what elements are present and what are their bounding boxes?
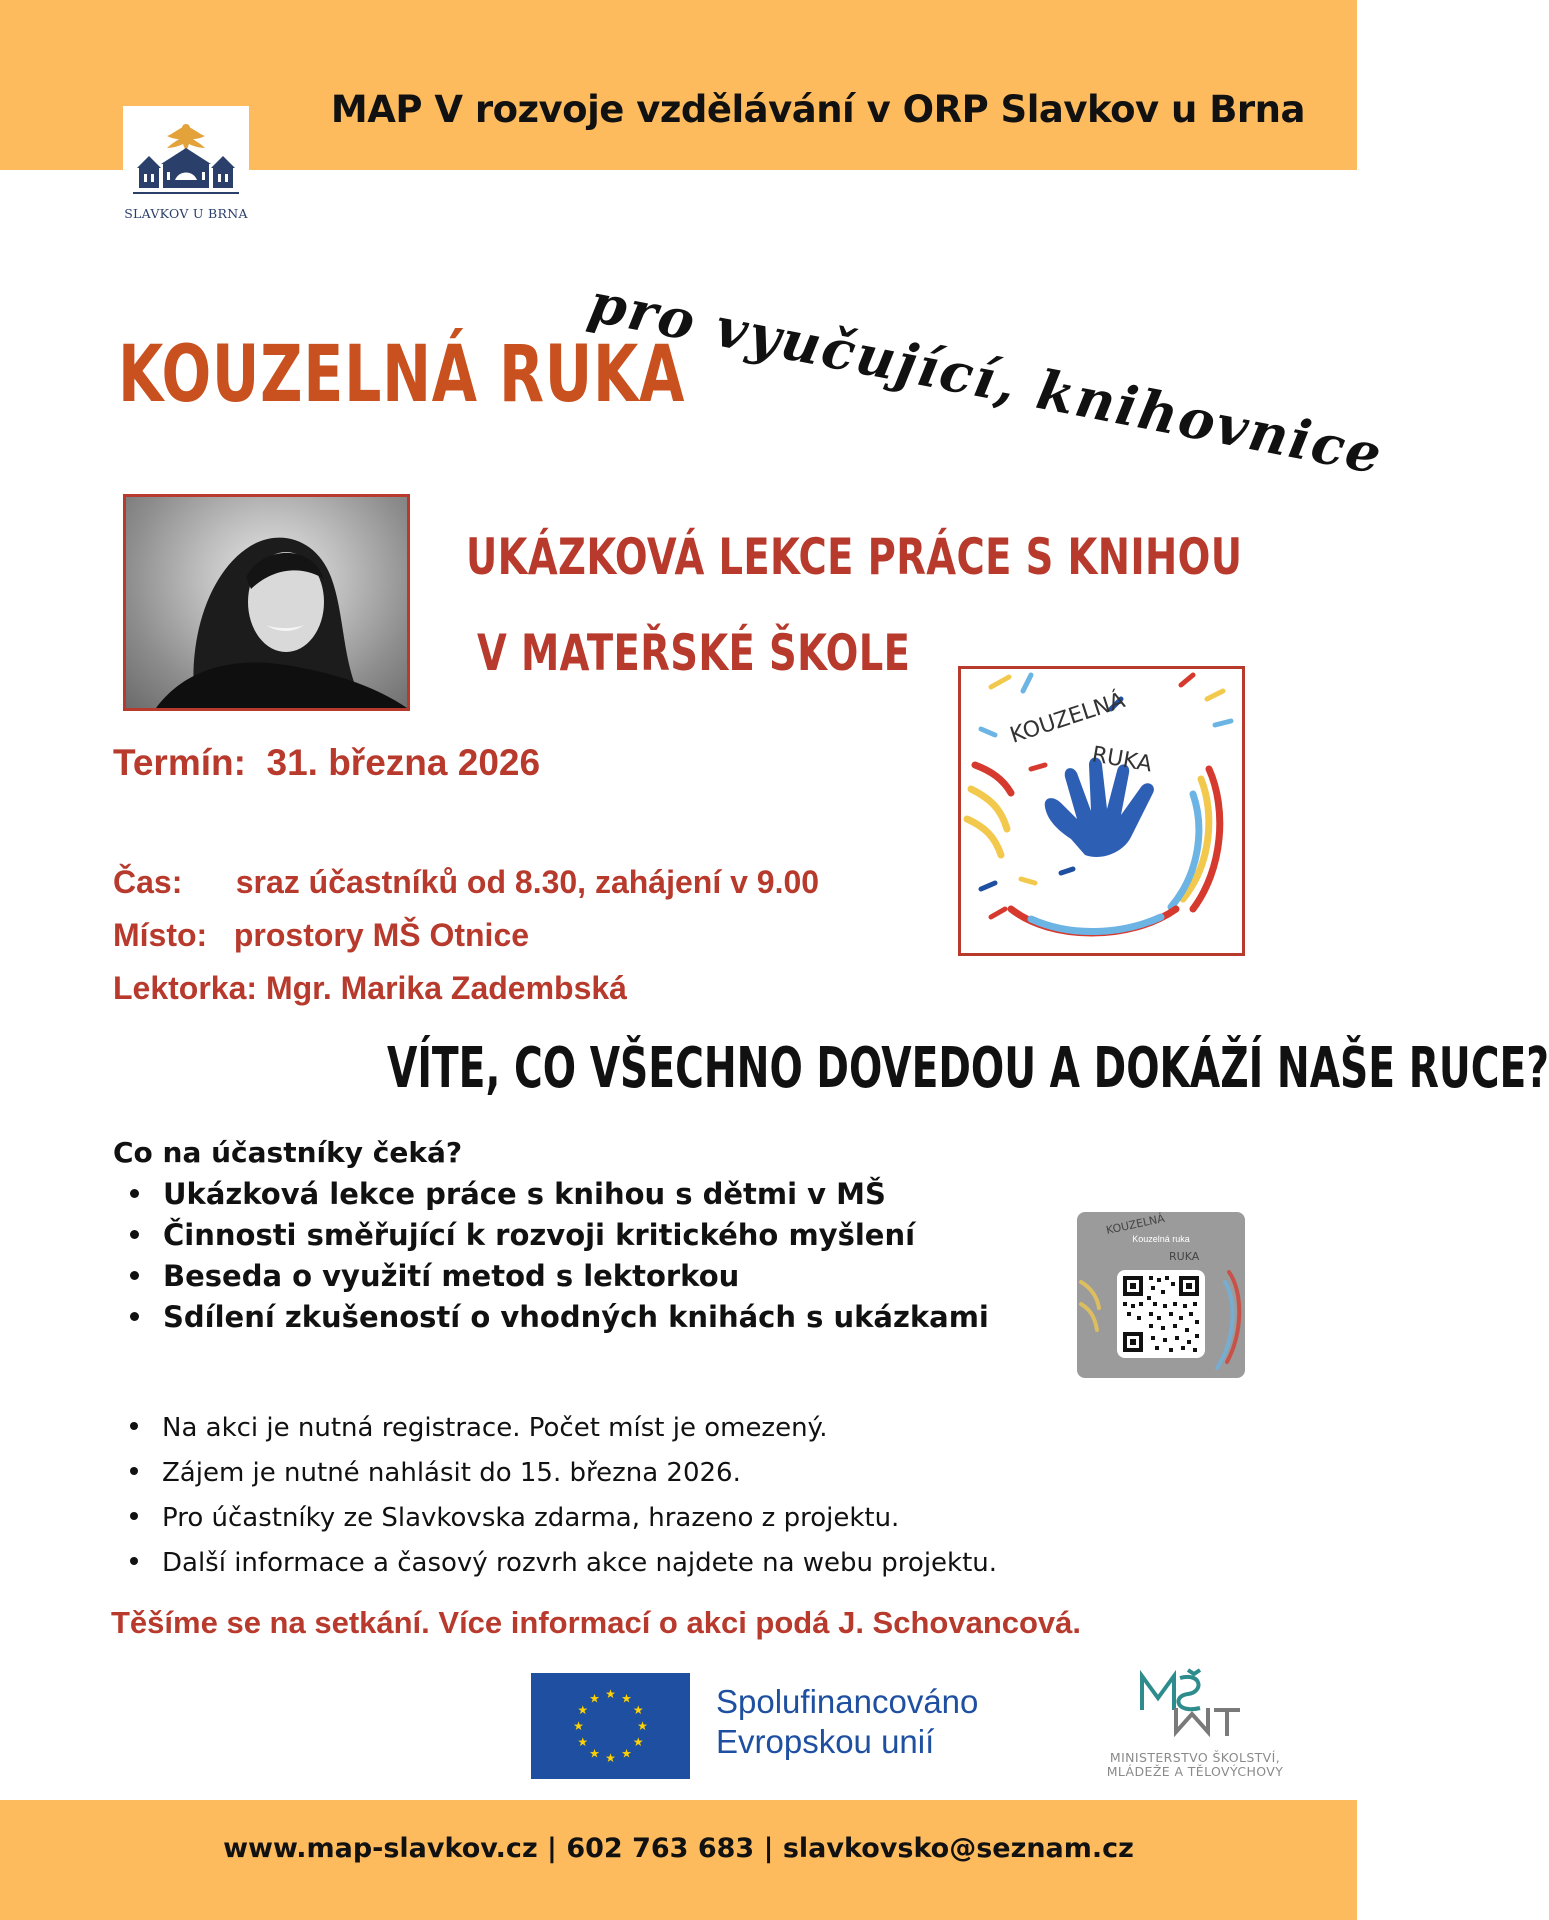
event-place: Místo: prostory MŠ Otnice bbox=[113, 917, 530, 953]
program-list bbox=[130, 1174, 989, 1338]
svg-text:★: ★ bbox=[632, 1703, 644, 1717]
town-logo-text: SLAVKOV U BRNA bbox=[124, 206, 248, 221]
logo-word-2: RUKA bbox=[1089, 742, 1154, 778]
lecturer-photo bbox=[123, 494, 410, 711]
msmt-mark-icon bbox=[1080, 1670, 1310, 1746]
event-lecturer: Lektorka: Mgr. Marika Zadembská bbox=[113, 970, 627, 1006]
main-title: KOUZELNÁ RUKA bbox=[118, 330, 686, 420]
msmt-logo bbox=[1080, 1670, 1310, 1780]
svg-text:★: ★ bbox=[577, 1735, 589, 1749]
lesson-title-line2: V MATEŘSKÉ ŠKOLE bbox=[477, 624, 911, 682]
hand-icon bbox=[961, 669, 1242, 953]
svg-text:★: ★ bbox=[605, 1751, 616, 1765]
town-coat-icon bbox=[123, 106, 249, 206]
list-item: Zájem je nutné nahlásit do 15. března 2026. bbox=[130, 1451, 997, 1496]
svg-text:★: ★ bbox=[632, 1735, 644, 1749]
closing-text: Těšíme se na setkání. Více informací o akci podá J. Schovancová. bbox=[111, 1605, 1082, 1640]
bullet-icon bbox=[130, 1467, 138, 1475]
list-item: Sdílení zkušeností o vhodných knihách s ukázkami bbox=[130, 1297, 989, 1338]
notes-list bbox=[130, 1406, 997, 1586]
list-item: Ukázková lekce práce s knihou s dětmi v MŠ bbox=[130, 1174, 989, 1215]
event-time: Čas: sraz účastníků od 8.30, zahájení v 9.00 bbox=[113, 864, 820, 900]
list-item: Na akci je nutná registrace. Počet míst je omezený. bbox=[130, 1406, 997, 1451]
list-item: Činnosti směřující k rozvoji kritického myšlení bbox=[130, 1215, 989, 1256]
portrait-image bbox=[126, 497, 407, 708]
bullet-icon bbox=[130, 1230, 139, 1239]
qr-code-card[interactable] bbox=[1077, 1212, 1245, 1378]
svg-text:★: ★ bbox=[621, 1746, 632, 1761]
question-headline: VÍTE, CO VŠECHNO DOVEDOU A DOKÁŽÍ NAŠE RUCE? bbox=[387, 1036, 1549, 1101]
list-item: Beseda o využití metod s lektorkou bbox=[130, 1256, 989, 1297]
eu-cofunded-line2: Evropskou unií bbox=[716, 1723, 935, 1760]
footer-contacts[interactable]: www.map-slavkov.cz | 602 763 683 | slavkovsko@seznam.cz bbox=[223, 1833, 1134, 1864]
qr-logo-word-2: RUKA bbox=[1169, 1250, 1200, 1263]
header-title: MAP V rozvoje vzdělávání v ORP Slavkov u Brna bbox=[330, 88, 1305, 131]
eu-cofunded-line1: Spolufinancováno bbox=[716, 1683, 979, 1720]
eu-flag-icon bbox=[531, 1673, 690, 1779]
svg-text:★: ★ bbox=[589, 1746, 600, 1761]
qr-logo-word-1: KOUZELNÁ bbox=[1104, 1211, 1166, 1237]
bullet-icon bbox=[130, 1512, 138, 1520]
qr-caption: Kouzelná ruka bbox=[1132, 1234, 1190, 1244]
svg-text:★: ★ bbox=[605, 1687, 616, 1701]
bullet-icon bbox=[130, 1312, 139, 1321]
svg-text:★: ★ bbox=[637, 1719, 648, 1733]
msmt-text-line1: MINISTERSTVO ŠKOLSTVÍ, bbox=[1109, 1750, 1281, 1765]
svg-text:★: ★ bbox=[573, 1719, 584, 1733]
lesson-title-line1: UKÁZKOVÁ LEKCE PRÁCE S KNIHOU bbox=[466, 528, 1243, 586]
svg-text:★: ★ bbox=[589, 1691, 600, 1706]
kouzelna-ruka-logo bbox=[958, 666, 1245, 956]
event-date: Termín: 31. března 2026 bbox=[113, 742, 541, 783]
bullet-icon bbox=[130, 1557, 138, 1565]
eu-stars-icon bbox=[531, 1673, 690, 1779]
svg-text:★: ★ bbox=[577, 1703, 589, 1717]
program-title: Co na účastníky čeká? bbox=[113, 1136, 463, 1169]
svg-text:★: ★ bbox=[621, 1691, 632, 1706]
list-item: Další informace a časový rozvrh akce najdete na webu projektu. bbox=[130, 1541, 997, 1586]
logo-word-1: KOUZELNÁ bbox=[1007, 688, 1129, 749]
bullet-icon bbox=[130, 1271, 139, 1280]
msmt-text-line2: MLÁDEŽE A TĚLOVÝCHOVY bbox=[1106, 1764, 1284, 1779]
audience-note: pro vyučující, knihovnice bbox=[583, 270, 1389, 487]
list-item: Pro účastníky ze Slavkovska zdarma, hrazeno z projektu. bbox=[130, 1496, 997, 1541]
bullet-icon bbox=[130, 1422, 138, 1430]
slavkov-logo bbox=[123, 106, 249, 230]
bullet-icon bbox=[130, 1189, 139, 1198]
